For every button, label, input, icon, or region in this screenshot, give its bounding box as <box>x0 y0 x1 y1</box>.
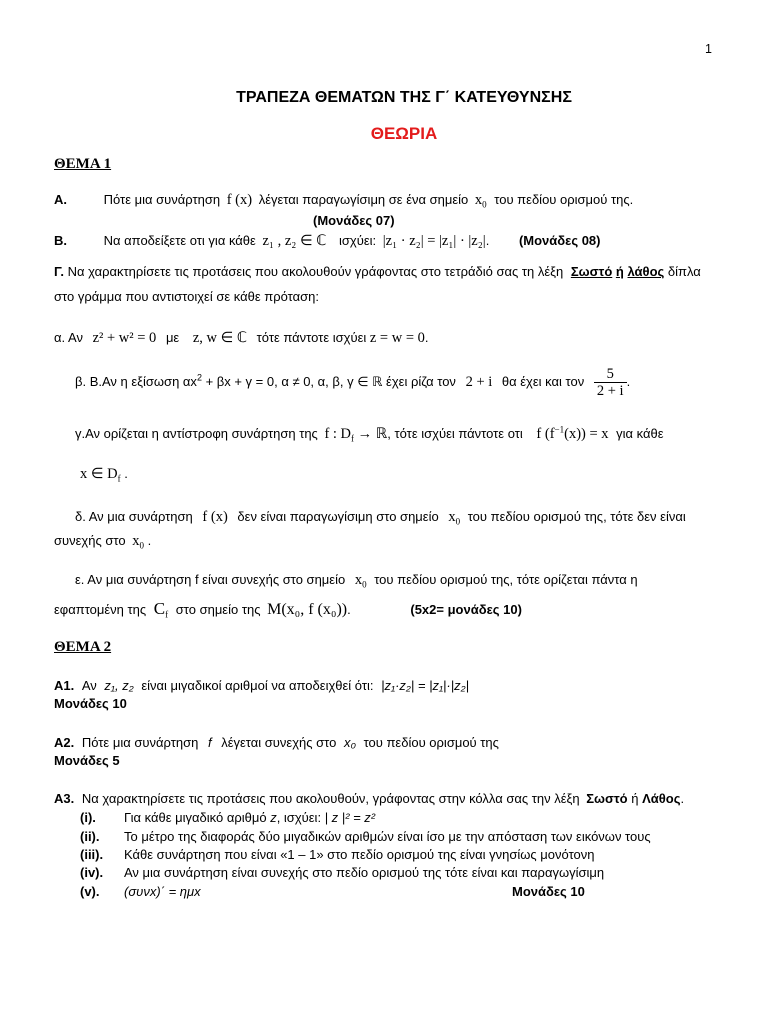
statement-g-line2 <box>80 466 128 483</box>
statement-e-line2-math: C <box>153 599 166 618</box>
statement-d-line2-text: συνεχής στο <box>54 533 126 548</box>
statement-e-math1: x <box>354 572 363 588</box>
statement-a-math1: z² + w² = 0 <box>92 330 157 346</box>
statement-g-math1-sub: f <box>351 433 355 444</box>
thema2-a1 <box>54 678 469 693</box>
statement-d-math2-sub: 0 <box>455 516 461 527</box>
question-a-text3: του πεδίου ορισμού της. <box>494 192 634 207</box>
statement-e-line2 <box>54 599 522 619</box>
document-subtitle: ΘΕΩΡΙΑ <box>370 124 438 143</box>
a3-item-math: (συνx)΄ = ημx <box>124 884 201 899</box>
statement-g-line2-end: . <box>124 466 128 481</box>
statement-g-text3: για κάθε <box>616 426 664 441</box>
thema1-question-g <box>54 264 701 279</box>
a1-math2: |z₁·z₂| = |z₁|·|z₂| <box>381 678 469 693</box>
statement-b <box>75 366 630 399</box>
a3-item-iv <box>80 865 604 880</box>
statement-a-text1: α. Αν <box>54 330 83 345</box>
a3-points: Μονάδες 10 <box>512 884 585 899</box>
statement-e-text1: ε. Αν μια συνάρτηση f είναι συνεχής στο σημείο <box>75 572 346 587</box>
statement-e <box>75 572 638 589</box>
statement-g-line2-math: x ∈ D <box>80 466 118 482</box>
statement-e-line2-math2: M(x₀, f (x₀)) <box>267 601 348 618</box>
a3-text2: . <box>680 791 685 806</box>
question-b-text1: Να αποδείξετε οτι για κάθε <box>103 233 256 248</box>
statement-g-math2-sup: −1 <box>554 424 565 435</box>
a2-points: Μονάδες 5 <box>54 753 120 768</box>
a3-item-v <box>80 884 201 899</box>
a3-item-label: (v). <box>80 884 100 899</box>
a3-item-iii <box>80 847 595 862</box>
a3-item-label: (i). <box>80 810 96 825</box>
thema1-heading: ΘΕΜΑ 1 <box>54 156 112 172</box>
a2-label: Α2. <box>54 735 75 750</box>
document-title: ΤΡΑΠΕΖΑ ΘΕΜΑΤΩΝ ΤΗΣ Γ΄ ΚΑΤΕΥΘΥΝΣΗΣ <box>236 89 572 106</box>
thema1-question-b <box>54 233 601 250</box>
a3-item-text: Για κάθε μιγαδικό αριθμό <box>124 810 271 825</box>
statement-e-line2-text: εφαπτομένη της <box>54 602 147 617</box>
a3-word-or: ή <box>631 791 639 806</box>
statement-d-line2 <box>54 533 151 550</box>
a3-item-text: Το μέτρο της διαφοράς δύο μιγαδικών αριθμών είναι ίσο με την απόσταση των εικόνων τους <box>124 829 651 844</box>
a3-item-math: z <box>270 810 277 825</box>
a1-points: Μονάδες 10 <box>54 696 127 711</box>
statement-e-text2: του πεδίου ορισμού της, τότε ορίζεται πάντα η <box>374 572 638 587</box>
statement-e-line2-sub: f <box>165 609 169 620</box>
a2-text3: του πεδίου ορισμού της <box>363 735 499 750</box>
word-false: λάθος <box>627 264 665 279</box>
a3-item-label: (ii). <box>80 829 100 844</box>
statement-g-text1: γ.Αν ορίζεται η αντίστροφη συνάρτηση της <box>75 426 318 441</box>
question-a-math2: x <box>474 192 483 208</box>
page-number: 1 <box>705 42 712 56</box>
statement-b-math1: 2 + i <box>465 373 493 390</box>
statement-e-line2-text2: στο σημείο της <box>175 602 261 617</box>
a1-text1: Αν <box>81 678 97 693</box>
a3-item-i <box>80 810 375 825</box>
statement-b-sup: 2 <box>196 372 202 383</box>
statement-d-text2: δεν είναι παραγωγίσιμη στο σημείο <box>237 509 439 524</box>
a3-word-true: Σωστό <box>586 791 628 806</box>
a1-label: Α1. <box>54 678 75 693</box>
a3-word-false: Λάθος <box>642 791 681 806</box>
statement-a-math3: z = w = 0 <box>369 330 425 346</box>
a3-item-ii <box>80 829 651 844</box>
question-a-math2-sub: 0 <box>482 199 487 210</box>
statement-g-math2b: (x)) = x <box>564 426 609 442</box>
question-b-math2: |z₁ · z₂| = |z₁| · |z₂| <box>382 233 486 249</box>
statement-d <box>75 509 686 526</box>
a1-text2: είναι μιγαδικοί αριθμοί να αποδειχθεί ότι: <box>141 678 374 693</box>
statement-b-text2: + βx + γ = 0, α ≠ 0, α, β, γ ∈ ℝ έχει ρίζα τον <box>201 373 456 389</box>
a2-math1: f <box>207 735 212 750</box>
a3-item-label: (iv). <box>80 865 104 880</box>
statement-g-math2: f (f <box>536 426 555 442</box>
thema2-a3 <box>54 791 684 806</box>
statement-d-text1: δ. Αν μια συνάρτηση <box>75 509 193 524</box>
fraction-denominator: 2 + i <box>596 383 624 399</box>
a3-item-text: Αν μια συνάρτηση είναι συνεχής στο πεδίο ορισμού της τότε είναι και παραγωγίσιμη <box>124 865 605 880</box>
a3-text1: Να χαρακτηρίσετε τις προτάσεις που ακολουθούν, γράφοντας στην κόλλα σας την λέξη <box>81 791 580 806</box>
question-g-text2: δίπλα <box>667 264 701 279</box>
question-b-text2: ισχύει: <box>338 233 377 248</box>
a3-item-text2: , ισχύει: <box>276 810 325 825</box>
a1-math1: z₁, z₂ <box>104 678 134 693</box>
a3-item-label: (iii). <box>80 847 104 862</box>
question-b-points: (Μονάδες 08) <box>518 233 601 248</box>
statement-e-line2-end: . <box>347 602 351 617</box>
question-a-points: (Μονάδες 07) <box>313 213 395 228</box>
statement-b-text1: β. Β.Αν η εξίσωση αx <box>75 373 197 389</box>
question-a-math1: f (x) <box>226 192 253 208</box>
thema2-a2 <box>54 735 499 750</box>
statement-g-math1: f : D <box>324 426 352 442</box>
statement-d-text3: του πεδίου ορισμού της, τότε δεν είναι <box>467 509 686 524</box>
a2-text2: λέγεται συνεχής στο <box>221 735 337 750</box>
statement-g-math1b: → ℝ <box>357 426 388 442</box>
a3-label: Α3. <box>54 791 75 806</box>
thema2-heading: ΘΕΜΑ 2 <box>54 639 112 655</box>
statement-a <box>54 330 429 347</box>
word-true: Σωστό <box>570 264 613 279</box>
a3-item-math2: | z |² = z² <box>324 810 376 825</box>
question-b-math1: z₁ , z₂ ∈ ℂ <box>262 233 327 249</box>
statement-a-text4: . <box>424 330 429 345</box>
statement-b-text4: . <box>626 373 631 389</box>
statement-a-math2: z, w ∈ ℂ <box>192 330 248 346</box>
word-or: ή <box>615 264 624 279</box>
statement-d-line2-math: x <box>132 533 140 549</box>
statement-d-line2-end: . <box>147 533 152 548</box>
statement-g <box>75 426 664 443</box>
statement-b-text3: θα έχει και τον <box>501 373 585 389</box>
statement-g-line2-sub: f <box>117 473 121 484</box>
a2-text1: Πότε μια συνάρτηση <box>81 735 199 750</box>
statement-g-text2: , τότε ισχύει πάντοτε οτι <box>387 426 523 441</box>
fraction-numerator: 5 <box>594 366 627 383</box>
question-b-label: Β. <box>54 233 67 248</box>
statement-d-math1: f (x) <box>202 509 228 525</box>
question-a-text2: λέγεται παραγωγίσιμη σε ένα σημείο <box>258 192 469 207</box>
statement-e-points: (5x2= μονάδες 10) <box>410 602 522 617</box>
statement-b-fraction <box>594 366 627 399</box>
question-g-label: Γ. <box>54 264 64 279</box>
question-b-text3: . <box>485 233 490 248</box>
thema1-question-a <box>54 192 633 209</box>
statement-a-text2: με <box>165 330 180 345</box>
question-g-text3: στο γράμμα που αντιστοιχεί σε κάθε πρόταση: <box>54 289 319 304</box>
question-a-text1: Πότε μια συνάρτηση <box>103 192 221 207</box>
statement-d-math2: x <box>448 509 456 525</box>
statement-e-math1-sub: 0 <box>362 579 367 590</box>
a2-math2: x₀ <box>343 735 356 750</box>
statement-a-text3: τότε πάντοτε ισχύει <box>256 330 367 345</box>
question-g-text1: Να χαρακτηρίσετε τις προτάσεις που ακολουθούν γράφοντας στο τετράδιό σας τη λέξη <box>67 264 564 279</box>
question-a-label: Α. <box>54 192 67 207</box>
a3-item-text: Κάθε συνάρτηση που είναι «1 – 1» στο πεδίο ορισμού της είναι γνησίως μονότονη <box>124 847 595 862</box>
statement-d-line2-sub: 0 <box>139 540 144 551</box>
